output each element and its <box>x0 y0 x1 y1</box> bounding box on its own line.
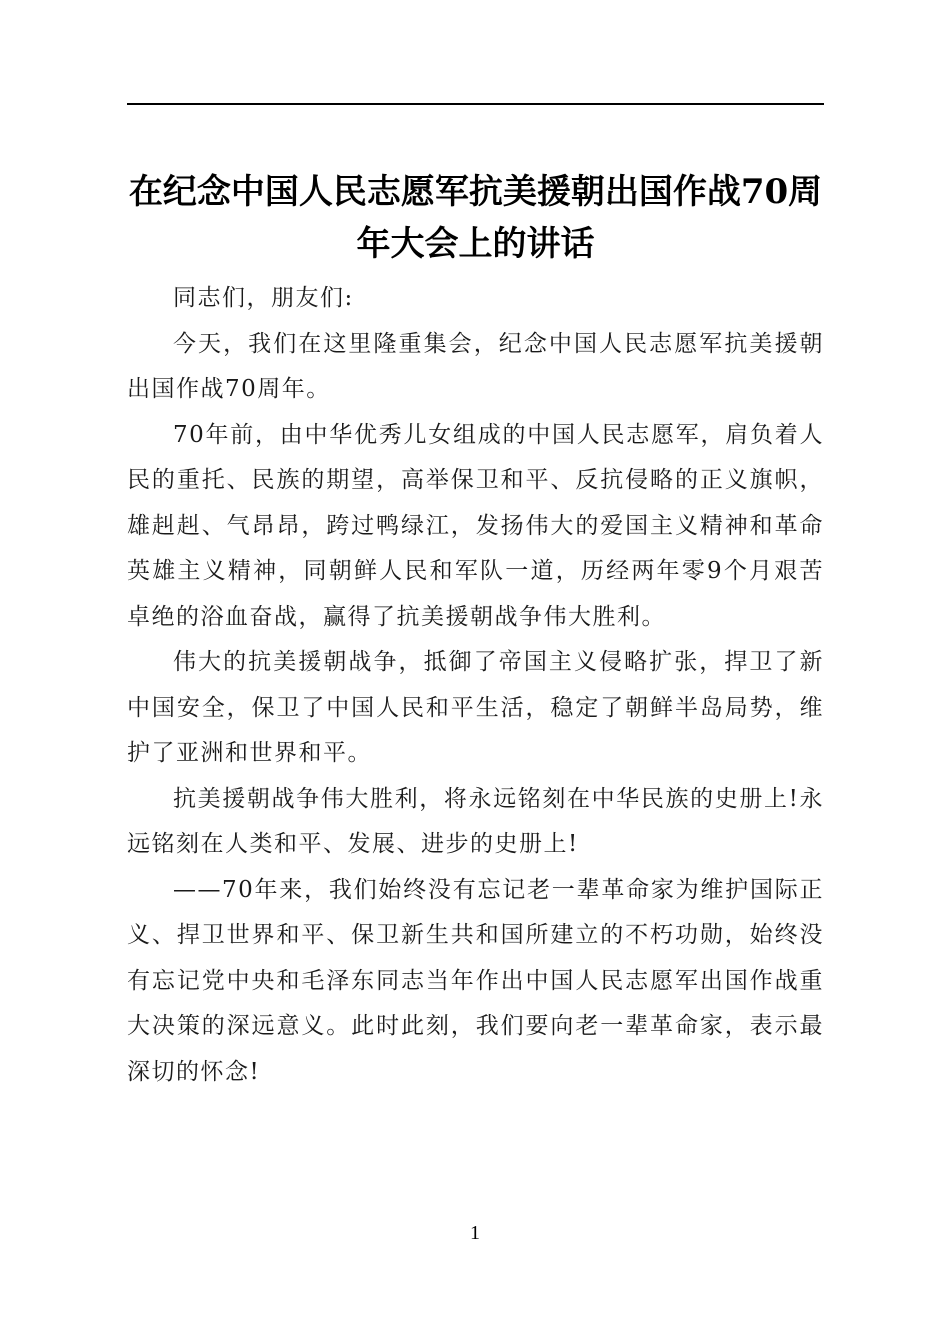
paragraph: 70年前，由中华优秀儿女组成的中国人民志愿军，肩负着人民的重托、民族的期望，高举保卫和平、反抗侵略的正义旗帜，雄赳赳、气昂昂，跨过鸭绿江，发扬伟大的爱国主义精神和革命英雄主义精神，同朝鲜人民和军队一道，历经两年零9个月艰苦卓绝的浴血奋战，赢得了抗美援朝战争伟大胜利。 <box>127 421 824 630</box>
paragraph-salutation: 同志们，朋友们: <box>173 285 354 311</box>
paragraph: 今天，我们在这里隆重集会，纪念中国人民志愿军抗美援朝出国作战70周年。 <box>127 330 824 402</box>
document-title: 在纪念中国人民志愿军抗美援朝出国作战70周年大会上的讲话 <box>128 172 823 264</box>
paragraph: 抗美援朝战争伟大胜利，将永远铭刻在中华民族的史册上!永远铭刻在人类和平、发展、进步的史册上! <box>127 785 824 857</box>
paragraph: 伟大的抗美援朝战争，抵御了帝国主义侵略扩张，捍卫了新中国安全，保卫了中国人民和平生活，稳定了朝鲜半岛局势，维护了亚洲和世界和平。 <box>127 649 824 766</box>
page-number: 1 <box>470 1222 480 1244</box>
header-rule <box>127 103 824 105</box>
paragraph: ——70年来，我们始终没有忘记老一辈革命家为维护国际正义、捍卫世界和平、保卫新生共和国所建立的不朽功勋，始终没有忘记党中央和毛泽东同志当年作出中国人民志愿军出国作战重大决策的深远意义。此时此刻，我们要向老一辈革命家，表示最深切的怀念! <box>127 876 824 1085</box>
document-body <box>127 276 824 1095</box>
